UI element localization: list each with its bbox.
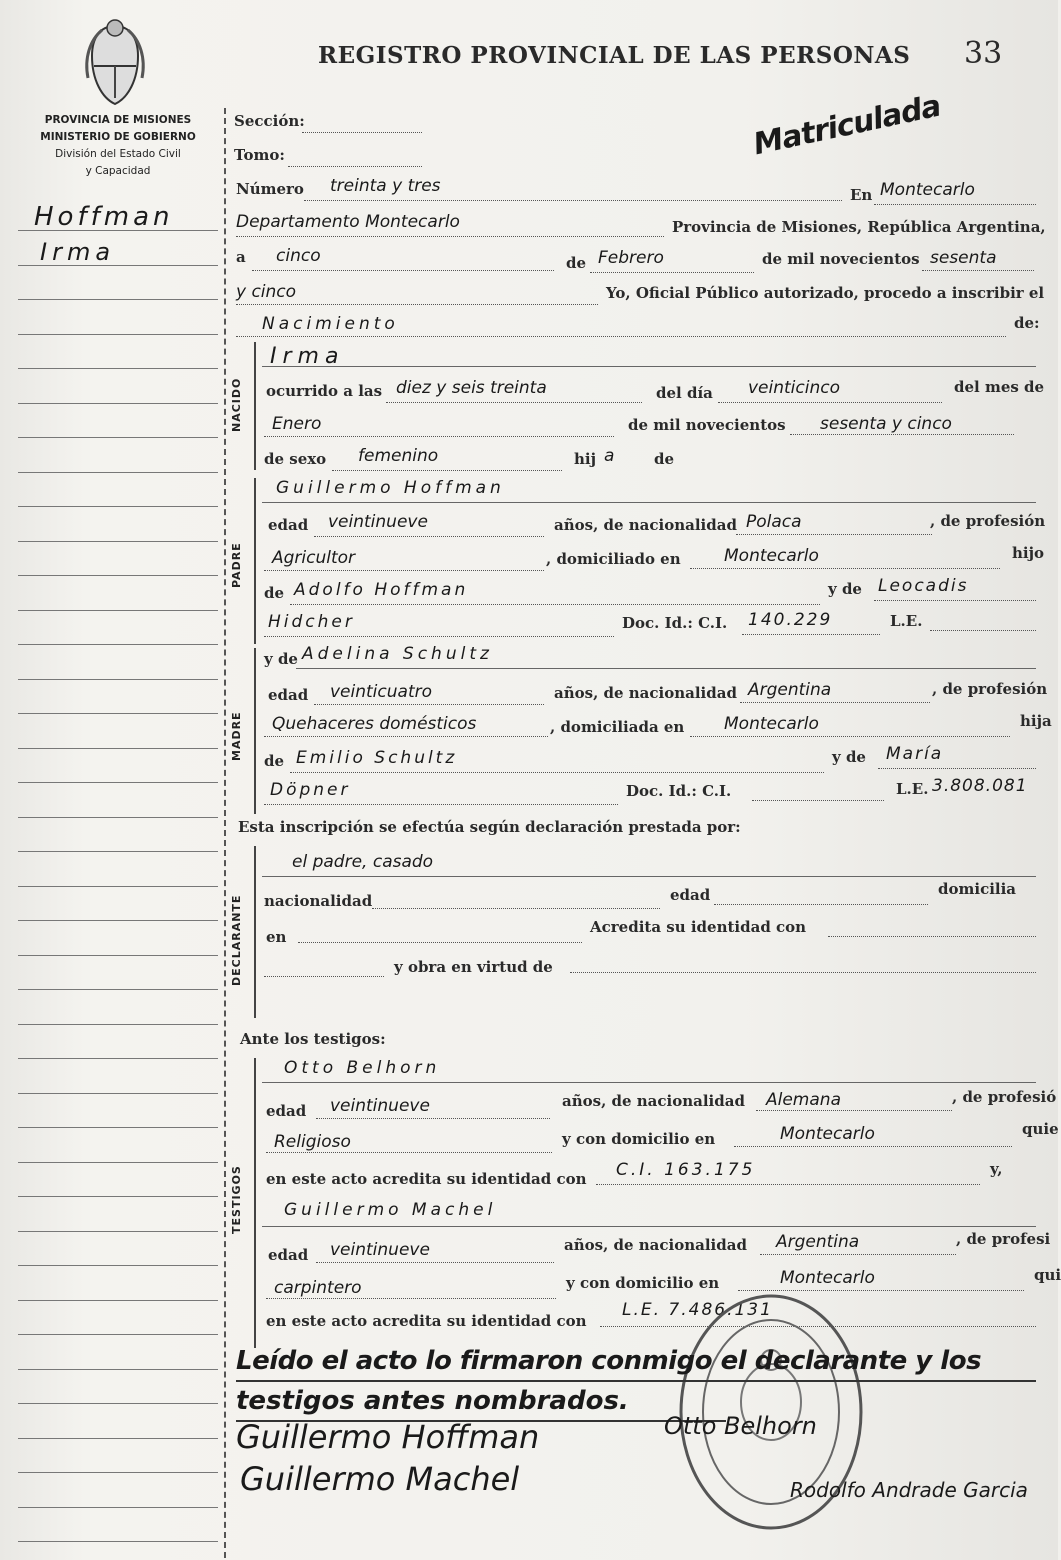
margin-ruled-line <box>18 299 218 300</box>
testigo1-name-line <box>262 1082 1036 1083</box>
agency-header <box>18 112 218 180</box>
margin-ruled-line <box>18 1058 218 1059</box>
testigo2-nacionalidad-field <box>760 1254 956 1255</box>
del-mes-label: del mes de <box>954 378 1045 396</box>
closing-line-1-rule <box>236 1380 1036 1382</box>
madre-edad-label: edad <box>268 686 309 704</box>
testigo2-domicilio-value: Montecarlo <box>780 1268 875 1288</box>
abuelo-paterno-value: Adolfo Hoffman <box>294 580 469 600</box>
nacido-mes-field <box>264 436 614 437</box>
abuela-materna-field-1 <box>878 768 1036 769</box>
padre-le-field <box>930 630 1036 631</box>
madre-y-de2-label: y de <box>832 748 866 766</box>
seccion-label: Sección: <box>234 112 305 130</box>
a-label: a <box>236 248 246 266</box>
padre-bracket <box>254 478 262 644</box>
sexo-value: femenino <box>358 446 439 466</box>
numero-field <box>304 200 842 201</box>
madre-doc-label: Doc. Id.: C.I. <box>626 782 732 800</box>
margin-ruled-line <box>18 955 218 956</box>
testigo-y-label: y, <box>990 1160 1003 1178</box>
testigo2-edad-field <box>316 1262 554 1263</box>
madre-domicilio-value: Montecarlo <box>724 714 819 734</box>
margin-divider <box>224 108 226 1558</box>
agency-line-1: PROVINCIA DE MISIONES <box>44 114 192 126</box>
margin-ruled-line <box>18 541 218 542</box>
padre-hijo-label: hijo <box>1012 544 1045 562</box>
section-declarante: DECLARANTE <box>230 894 243 986</box>
declarante-value: el padre, casado <box>292 852 434 872</box>
padre-profesion-field <box>264 570 544 571</box>
signature-father: Guillermo Hoffman <box>236 1418 540 1456</box>
signature-witness-1: Otto Belhorn <box>664 1412 817 1440</box>
nacido-bracket <box>254 342 262 470</box>
section-nacido: NACIDO <box>230 377 243 433</box>
declarante-edad-label: edad <box>670 886 711 904</box>
en-value: Montecarlo <box>880 180 975 200</box>
testigo1-acredita-label: en este acto acredita su identidad con <box>266 1170 587 1188</box>
testigo2-anios-label: años, de nacionalidad <box>564 1236 747 1254</box>
dia-field <box>252 270 554 271</box>
abuelo-materno-value: Emilio Schultz <box>296 748 458 768</box>
margin-ruled-line <box>18 1162 218 1163</box>
numero-value: treinta y tres <box>330 176 441 196</box>
testigo2-qui-label: qui <box>1034 1266 1061 1284</box>
madre-profesion-label: , de profesión <box>932 680 1048 698</box>
del-dia-label: del día <box>656 384 713 402</box>
testigo1-domicilio-value: Montecarlo <box>780 1124 875 1144</box>
margin-ruled-line <box>18 1231 218 1232</box>
madre-profesion-field <box>264 736 548 737</box>
margin-ruled-line <box>18 1265 218 1266</box>
margin-ruled-line <box>18 1472 218 1473</box>
agency-line-4: y Capacidad <box>85 165 151 177</box>
padre-name-line <box>262 502 1036 503</box>
testigo2-doc-value: L.E. 7.486.131 <box>622 1300 773 1320</box>
declarante-en-label: en <box>266 928 287 946</box>
oficial-label: Yo, Oficial Público autorizado, procedo a inscribir el <box>606 284 1045 302</box>
anio-field-1 <box>922 270 1034 271</box>
padre-domicilio-value: Montecarlo <box>724 546 819 566</box>
seccion-field <box>302 132 422 133</box>
margin-ruled-line <box>18 1541 218 1542</box>
de-label-1: de <box>566 254 587 272</box>
testigo2-profesion-label: , de profesi <box>956 1230 1051 1248</box>
declarante-bracket <box>254 846 262 1018</box>
testigo1-edad-field <box>316 1118 550 1119</box>
padre-doc-label: Doc. Id.: C.I. <box>622 614 728 632</box>
margin-ruled-line <box>18 506 218 507</box>
margin-ruled-line <box>18 1093 218 1094</box>
padre-domicilio-field <box>690 568 1000 569</box>
nacido-name-line <box>262 366 1036 367</box>
abuela-paterna-value-2: Hidcher <box>268 612 355 632</box>
testigo1-profesion-field <box>266 1152 552 1153</box>
testigo1-anios-label: años, de nacionalidad <box>562 1092 745 1110</box>
padre-profesion-value: Agricultor <box>272 548 356 568</box>
declarante-domicilia-label: domicilia <box>938 880 1017 898</box>
declarante-en-field <box>298 942 582 943</box>
tomo-field <box>288 166 422 167</box>
margin-ruled-line <box>18 403 218 404</box>
testigo1-nacionalidad-field <box>756 1110 952 1111</box>
sexo-label: de sexo <box>264 450 327 468</box>
margin-ruled-line <box>18 989 218 990</box>
testigo1-domicilio-field <box>734 1146 1012 1147</box>
dia-value: cinco <box>276 246 321 266</box>
testigo1-name: Otto Belhorn <box>284 1058 441 1078</box>
testigo2-profesion-field <box>266 1298 556 1299</box>
padre-doc-field <box>742 634 880 635</box>
margin-ruled-line <box>18 1196 218 1197</box>
padre-y-de-label: y de <box>828 580 862 598</box>
mes-field <box>590 272 754 273</box>
testigo2-name-line <box>262 1226 1036 1227</box>
declarante-nacionalidad-label: nacionalidad <box>264 892 373 910</box>
abuela-materna-value-1: María <box>886 744 944 764</box>
declarante-obra-field <box>570 972 1036 973</box>
abuelo-materno-field <box>290 772 824 773</box>
testigo2-edad-value: veintinueve <box>330 1240 430 1260</box>
declarante-obra-label: y obra en virtud de <box>394 958 553 976</box>
nacido-anio-field <box>790 434 1014 435</box>
signature-witness-2: Guillermo Machel <box>240 1460 520 1498</box>
padre-de-label: de <box>264 584 285 602</box>
abuela-paterna-field-1 <box>874 600 1036 601</box>
signature-official: Rodolfo Andrade Garcia <box>790 1478 1028 1502</box>
madre-doc-field <box>752 800 884 801</box>
nacido-de-label: de <box>654 450 675 468</box>
abuela-materna-field-2 <box>264 804 618 805</box>
nacido-dia-field <box>718 402 942 403</box>
ocurrido-label: ocurrido a las <box>266 382 383 400</box>
anio-value-2: y cinco <box>236 282 297 302</box>
testigo1-profesion-label: , de profesió <box>952 1088 1057 1106</box>
acto-field <box>236 336 1006 337</box>
nacido-anio-value: sesenta y cinco <box>820 414 952 434</box>
tomo-label: Tomo: <box>234 146 285 164</box>
mil-novecientos-label: de mil novecientos <box>762 250 920 268</box>
nacido-name: Irma <box>270 344 345 369</box>
margin-ruled-line <box>18 1507 218 1508</box>
margin-ruled-line <box>18 644 218 645</box>
testigo2-acredita-label: en este acto acredita su identidad con <box>266 1312 587 1330</box>
madre-bracket <box>254 648 262 814</box>
page-number: 33 <box>964 36 1003 71</box>
testigo1-edad-value: veintinueve <box>330 1096 430 1116</box>
provincia-label: Provincia de Misiones, República Argentina, <box>672 218 1046 236</box>
declarante-intro: Esta inscripción se efectúa según declaración prestada por: <box>238 818 741 836</box>
hora-value: diez y seis treinta <box>396 378 547 398</box>
departamento-field <box>236 236 664 237</box>
padre-domicilio-label: , domiciliado en <box>546 550 681 568</box>
margin-ruled-line <box>18 1334 218 1335</box>
sexo-field <box>332 470 562 471</box>
madre-le-value: 3.808.081 <box>932 776 1028 796</box>
declarante-acredita-label: Acredita su identidad con <box>590 918 807 936</box>
margin-ruled-line <box>18 265 218 266</box>
testigo1-doc-value: C.I. 163.175 <box>616 1160 756 1180</box>
closing-line-2: testigos antes nombrados. <box>236 1386 629 1416</box>
declarante-obra-prefield <box>264 976 384 977</box>
abuela-materna-value-2: Döpner <box>270 780 351 800</box>
margin-ruled-line <box>18 230 218 231</box>
section-padre: PADRE <box>230 542 243 588</box>
madre-profesion-value: Quehaceres domésticos <box>272 714 477 734</box>
padre-doc-value: 140.229 <box>748 610 833 630</box>
padre-edad-label: edad <box>268 516 309 534</box>
madre-edad-field <box>314 704 544 705</box>
margin-ruled-line <box>18 886 218 887</box>
madre-hija-label: hija <box>1020 712 1052 730</box>
section-testigos: TESTIGOS <box>230 1165 243 1235</box>
margin-ruled-line <box>18 437 218 438</box>
anio-value-1: sesenta <box>930 248 997 268</box>
testigo1-quie-label: quie <box>1022 1120 1059 1138</box>
hora-field <box>386 402 642 403</box>
margin-ruled-line <box>18 1438 218 1439</box>
testigo1-edad-label: edad <box>266 1102 307 1120</box>
abuela-paterna-field-2 <box>264 636 614 637</box>
margin-ruled-line <box>18 1403 218 1404</box>
declarante-edad-field <box>714 904 928 905</box>
testigo2-name: Guillermo Machel <box>284 1200 497 1220</box>
testigo1-nacionalidad-value: Alemana <box>766 1090 841 1110</box>
agency-line-3: División del Estado Civil <box>55 148 181 160</box>
numero-label: Número <box>236 180 304 198</box>
madre-de-label: de <box>264 752 285 770</box>
margin-ruled-line <box>18 334 218 335</box>
margin-ruled-line <box>18 575 218 576</box>
madre-le-label: L.E. <box>896 780 929 798</box>
en-label: En <box>850 186 873 204</box>
testigo1-profesion-value: Religioso <box>274 1132 351 1152</box>
declarante-nacionalidad-field <box>372 908 660 909</box>
departamento-value: Departamento Montecarlo <box>236 212 460 232</box>
madre-edad-value: veinticuatro <box>330 682 432 702</box>
testigo2-domicilio-label: y con domicilio en <box>566 1274 720 1292</box>
margin-ruled-line <box>18 1024 218 1025</box>
margin-ruled-line <box>18 610 218 611</box>
page-title: REGISTRO PROVINCIAL DE LAS PERSONAS <box>318 42 911 69</box>
anio-field-2 <box>236 304 598 305</box>
nacido-dia-value: veinticinco <box>748 378 840 398</box>
nacido-mes-value: Enero <box>272 414 322 434</box>
margin-ruled-line <box>18 472 218 473</box>
nacido-mil-label: de mil novecientos <box>628 416 786 434</box>
padre-edad-value: veintinueve <box>328 512 428 532</box>
madre-y-de-label: y de <box>264 650 298 668</box>
abuela-paterna-value-1: Leocadis <box>878 576 969 596</box>
en-field <box>874 204 1036 205</box>
testigos-bracket <box>254 1058 262 1348</box>
testigo1-domicilio-label: y con domicilio en <box>562 1130 716 1148</box>
testigo2-nacionalidad-value: Argentina <box>776 1232 860 1252</box>
margin-ruled-line <box>18 1369 218 1370</box>
matriculada-stamp: Matriculada <box>750 88 944 163</box>
closing-line-1: Leído el acto lo firmaron conmigo el declarante y los <box>236 1346 982 1376</box>
mes-value: Febrero <box>598 248 664 268</box>
testigo1-doc-field <box>596 1184 980 1185</box>
margin-ruled-line <box>18 748 218 749</box>
madre-nacionalidad-value: Argentina <box>748 680 832 700</box>
margin-ruled-line <box>18 1300 218 1301</box>
declarante-line <box>262 876 1036 877</box>
padre-edad-field <box>314 536 544 537</box>
madre-domicilio-field <box>690 736 1010 737</box>
madre-domicilio-label: , domiciliada en <box>550 718 685 736</box>
hij-label: hij <box>574 450 597 468</box>
padre-profesion-label: , de profesión <box>930 512 1046 530</box>
margin-ruled-line <box>18 851 218 852</box>
padre-le-label: L.E. <box>890 612 923 630</box>
padre-anios-label: años, de nacionalidad <box>554 516 737 534</box>
abuelo-paterno-field <box>290 604 820 605</box>
margin-ruled-line <box>18 920 218 921</box>
margin-ruled-line <box>18 368 218 369</box>
declarante-acredita-field <box>828 936 1036 937</box>
de-colon-label: de: <box>1014 314 1040 332</box>
margin-ruled-line <box>18 713 218 714</box>
margin-given-name: Irma <box>40 238 116 266</box>
testigo2-profesion-value: carpintero <box>274 1278 362 1298</box>
testigos-intro: Ante los testigos: <box>240 1030 386 1048</box>
section-madre: MADRE <box>230 711 243 761</box>
margin-ruled-line <box>18 1127 218 1128</box>
margin-ruled-line <box>18 679 218 680</box>
madre-anios-label: años, de nacionalidad <box>554 684 737 702</box>
margin-ruled-line <box>18 817 218 818</box>
testigo2-edad-label: edad <box>268 1246 309 1264</box>
coat-of-arms-icon <box>80 18 150 108</box>
padre-nacionalidad-value: Polaca <box>746 512 802 532</box>
madre-name: Adelina Schultz <box>302 644 493 664</box>
madre-name-line <box>296 668 1036 669</box>
margin-ruled-line <box>18 782 218 783</box>
padre-name: Guillermo Hoffman <box>276 478 505 498</box>
acto-value: Nacimiento <box>262 314 399 334</box>
padre-nacionalidad-field <box>736 534 932 535</box>
agency-line-2: MINISTERIO DE GOBIERNO <box>40 131 196 143</box>
margin-surname: Hoffman <box>34 202 174 232</box>
madre-nacionalidad-field <box>740 702 930 703</box>
hij-value: a <box>604 446 615 466</box>
